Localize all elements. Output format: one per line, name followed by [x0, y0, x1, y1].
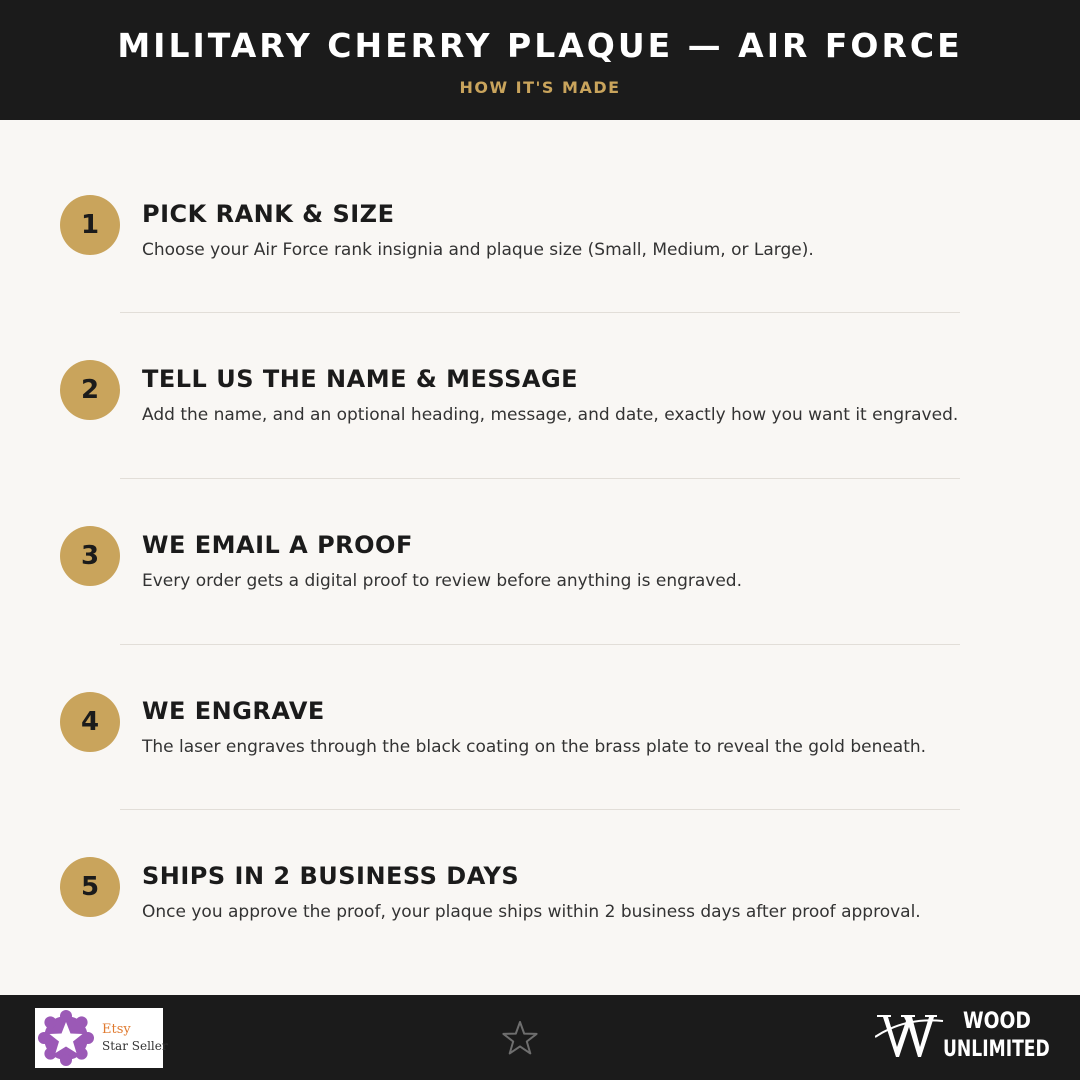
- step-description: Every order gets a digital proof to review before anything is engraved.: [142, 571, 743, 591]
- page-header: [0, 0, 1080, 120]
- step-title: WE EMAIL A PROOF: [142, 531, 413, 559]
- step-title: SHIPS IN 2 BUSINESS DAYS: [142, 862, 520, 890]
- step-divider: [120, 312, 960, 313]
- step-title: PICK RANK & SIZE: [142, 200, 395, 228]
- step-item: [0, 526, 1080, 636]
- step-description: Add the name, and an optional heading, message, and date, exactly how you want it engraved.: [142, 405, 959, 425]
- step-item: [0, 857, 1080, 967]
- logo-text-wood: WOOD: [963, 1009, 1031, 1034]
- page-footer: [0, 995, 1080, 1080]
- step-number-badge: 1: [60, 195, 120, 255]
- step-title: TELL US THE NAME & MESSAGE: [142, 365, 579, 393]
- step-item: [0, 692, 1080, 802]
- step-number-badge: 4: [60, 692, 120, 752]
- step-description: Once you approve the proof, your plaque ships within 2 business days after proof approval.: [142, 902, 921, 922]
- step-number-badge: 5: [60, 857, 120, 917]
- page-subtitle: HOW IT'S MADE: [459, 78, 621, 97]
- step-divider: [120, 809, 960, 810]
- step-item: [0, 195, 1080, 305]
- etsy-brand-label: Etsy: [102, 1022, 131, 1037]
- w-logo-mark-icon: [875, 1007, 945, 1063]
- page-title: MILITARY CHERRY PLAQUE — AIR FORCE: [117, 26, 963, 65]
- steps-list: [0, 120, 1080, 995]
- star-seller-label: Star Seller: [102, 1039, 168, 1053]
- step-description: The laser engraves through the black coating on the brass plate to reveal the gold beneath.: [142, 737, 927, 757]
- step-number-badge: 3: [60, 526, 120, 586]
- etsy-star-seller-badge: [35, 1008, 168, 1068]
- step-description: Choose your Air Force rank insignia and plaque size (Small, Medium, or Large).: [142, 240, 814, 260]
- wood-unlimited-logo: [875, 1007, 1055, 1069]
- step-title: WE ENGRAVE: [142, 697, 325, 725]
- step-item: [0, 360, 1080, 470]
- step-divider: [120, 478, 960, 479]
- star-seller-icon: [37, 1010, 95, 1066]
- step-divider: [120, 644, 960, 645]
- logo-text-unlimited: UNLIMITED: [943, 1037, 1050, 1062]
- step-number-badge: 2: [60, 360, 120, 420]
- star-outline-icon: [502, 1020, 538, 1056]
